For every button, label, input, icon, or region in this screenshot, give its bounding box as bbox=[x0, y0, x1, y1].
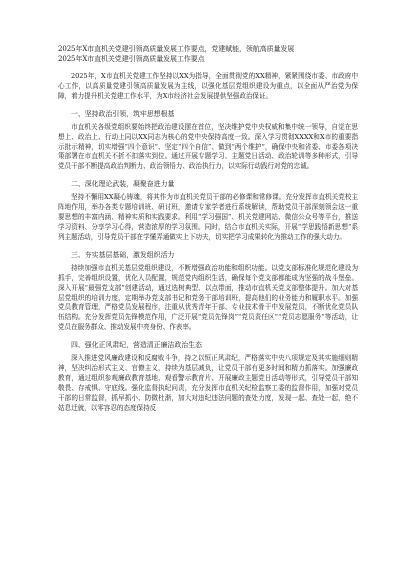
section-paragraph: 持续加强市直机关基层党组织建设，不断增强政治功能和组织功能。以党支部标准化规范化建设为抓手，完善组织设置，优化人员配置，规范党内组织生活，确保每个党支部都能成为坚强的战斗堡垒。深入开展“最强党支部”创建活动，通过选树典型、以点带面，推动市直机关党支部整体提升。加大对基层党组织的培训力度，定期举办党支部书记和党务干部培训班，提高他们的业务能力和履职水平。加强党员教育管理，严格党员发展程序，注重从优秀青年干部、专业技术骨干中发展党员，不断优化党员队伍结构。充分发挥党员先锋模范作用，广泛开展“党员先锋岗”“党员责任区”“党员志愿服务”等活动，让党员在服务群众、推动发展中亮身份、作表率。 bbox=[58, 263, 358, 332]
section-paragraph: 深入推进党风廉政建设和反腐败斗争，持之以恒正风肃纪，严格落实中央八项规定及其实施细则精神，坚决纠治形式主义、官僚主义，持续为基层减负，让党员干部有更多时间和精力抓落实。加强廉政教育，通过组织参观廉政教育基地、观看警示教育片、开展廉政主题党日活动等形式，引导党员干部知敬畏、存戒惧、守底线。强化监督执纪问责，充分发挥市直机关纪检监察工委的监督作用，加强对党员干部的日常监督，抓早抓小、防微杜渐，加大对违纪违法问题的查处力度，发现一起、查处一起，绝不姑息迁就，以零容忍的态度保持反 bbox=[58, 354, 358, 412]
section-heading: 四、强化正风肃纪，营造清正廉洁政治生态 bbox=[71, 341, 202, 350]
section-paragraph: 坚持不懈用XX凝心铸魂，将其作为市直机关党员干部的必修课和常修课。充分发挥市直机关党校主阵地作用，举办各类专题培训班、研讨班，邀请专家学者进行系统解读，帮助党员干部深刻领会这一重要思想的丰富内涵、精神实质和实践要求。利用“学习强国”、机关党建网站、微信公众号等平台，推送学习资料、分享学习心得，营造浓厚的学习氛围。同时，结合市直机关实际，开展“学思践悟新思想”系列主题活动，引导党员干部在学懂弄通做实上下功夫，切实把学习成果转化为推动工作的强大动力。 bbox=[58, 193, 358, 241]
intro-paragraph: 2025年，X市直机关党建工作坚持以XX为指导，全面贯彻党的XX精神，紧紧围绕市委、市政府中心工作，以高质量党建引领高质量发展为主线，以强化基层党组织建设为重点，以全面从严治党为保障，着力提升机关党建工作水平，为X市经济社会发展提供坚强政治保证。 bbox=[58, 72, 358, 100]
section-heading: 三、夯实基层基础，激发组织活力 bbox=[71, 250, 175, 259]
document-title-line: 2025年X市直机关党建引领高质量发展工作要点 bbox=[58, 55, 205, 63]
section-heading: 一、坚持政治引领，筑牢思想根基 bbox=[71, 109, 175, 118]
document-page bbox=[58, 44, 358, 415]
section-heading: 二、深化理论武装，凝聚奋进力量 bbox=[71, 180, 175, 189]
title-block bbox=[58, 44, 358, 64]
document-title-line: 2025年X市直机关党建引领高质量发展工作要点，党建赋能，领航高质量发展 bbox=[58, 45, 295, 53]
section-paragraph: 市直机关各级党组织要始终把政治建设摆在首位，坚决维护党中央权威和集中统一领导，自觉在思想上、政治上、行动上同以XX同志为核心的党中央保持高度一致。深入学习贯彻XXXX和X市的重要指示批示精神，切实增强“四个意识”、坚定“四个自信”、做到“两个维护”，确保中央和省委、市委各项决策部署在市直机关不折不扣落实到位。通过开展专题学习、主题党日活动、政治轮训等多种形式，引导党员干部不断提高政治判断力、政治领悟力、政治执行力，以实际行动践行对党的忠诚。 bbox=[58, 122, 358, 171]
